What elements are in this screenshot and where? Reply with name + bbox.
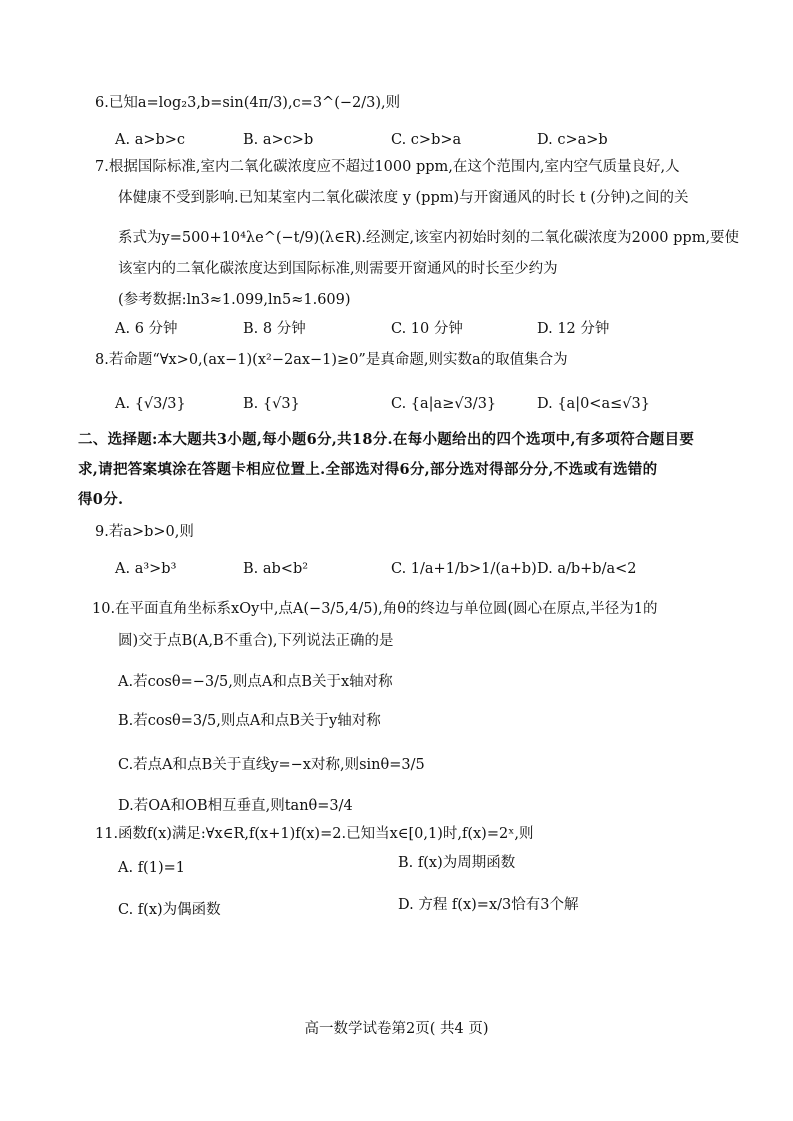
q10-option-b: B.若cosθ=3/5,则点A和点B关于y轴对称 [118, 713, 381, 729]
q9-option-b: B. ab<b² [243, 561, 309, 577]
q11-option-b: B. f(x)为周期函数 [398, 855, 516, 871]
q9-option-a: A. a³>b³ [115, 561, 177, 577]
q11-stem: 11.函数f(x)满足:∀x∈R,f(x+1)f(x)=2.已知当x∈[0,1)时,f(x)=2ˣ,则 [95, 826, 534, 842]
q8-stem: 8.若命题“∀x>0,(ax−1)(x²−2ax−1)≥0”是真命题,则实数a的取值集合为 [95, 352, 568, 368]
q8-option-b: B. {√3} [243, 396, 300, 412]
q7-option-a: A. 6 分钟 [115, 321, 178, 337]
q9-option-c: C. 1/a+1/b>1/(a+b) [391, 561, 537, 577]
q11-option-c: C. f(x)为偶函数 [118, 902, 221, 918]
q7-reference-data: (参考数据:ln3≈1.099,ln5≈1.609) [118, 292, 351, 308]
q7-line-2: 体健康不受到影响.已知某室内二氧化碳浓度 y (ppm)与开窗通风的时长 t (分钟)之间的关 [118, 190, 689, 206]
q8-option-c: C. {a|a≥√3/3} [391, 396, 497, 412]
section-2-line-1: 二、选择题:本大题共3小题,每小题6分,共18分.在每小题给出的四个选项中,有多项符合题目要 [78, 431, 695, 448]
q10-option-a: A.若cosθ=−3/5,则点A和点B关于x轴对称 [118, 674, 393, 690]
q6-stem: 6.已知a=log₂3,b=sin(4π/3),c=3^(−2/3),则 [95, 95, 401, 111]
q8-option-d: D. {a|0<a≤√3} [537, 396, 650, 412]
q10-option-d: D.若OA和OB相互垂直,则tanθ=3/4 [118, 798, 353, 814]
section-2-line-3: 得0分. [78, 491, 124, 508]
section-2-line-2: 求,请把答案填涂在答题卡相应位置上.全部选对得6分,部分选对得部分分,不选或有选错的 [78, 461, 658, 478]
q6-option-d: D. c>a>b [537, 132, 608, 148]
q10-option-c: C.若点A和点B关于直线y=−x对称,则sinθ=3/5 [118, 757, 425, 773]
q7-option-d: D. 12 分钟 [537, 321, 610, 337]
q6-option-b: B. a>c>b [243, 132, 314, 148]
q11-option-a: A. f(1)=1 [118, 860, 185, 876]
q9-option-d: D. a/b+b/a<2 [537, 561, 637, 577]
page-footer: 高一数学试卷第2页( 共4 页) [304, 1021, 489, 1037]
q7-line-4: 该室内的二氧化碳浓度达到国际标准,则需要开窗通风的时长至少约为 [118, 261, 558, 277]
q7-line-1: 7.根据国际标准,室内二氧化碳浓度应不超过1000 ppm,在这个范围内,室内空气质量良好,人 [95, 159, 680, 175]
q8-option-a: A. {√3/3} [115, 396, 186, 412]
q7-option-b: B. 8 分钟 [243, 321, 306, 337]
q10-line-1: 10.在平面直角坐标系xOy中,点A(−3/5,4/5),角θ的终边与单位圆(圆心在原点,半径为1的 [92, 601, 658, 617]
q10-line-2: 圆)交于点B(A,B不重合),下列说法正确的是 [118, 633, 394, 649]
q9-stem: 9.若a>b>0,则 [95, 524, 194, 540]
q11-option-d: D. 方程 f(x)=x/3恰有3个解 [398, 897, 579, 913]
q7-option-c: C. 10 分钟 [391, 321, 463, 337]
q7-line-3: 系式为y=500+10⁴λe^(−t/9)(λ∈R).经测定,该室内初始时刻的二氧化碳浓度为2000 ppm,要使 [118, 230, 740, 246]
q6-option-c: C. c>b>a [391, 132, 462, 148]
q6-option-a: A. a>b>c [115, 132, 186, 148]
